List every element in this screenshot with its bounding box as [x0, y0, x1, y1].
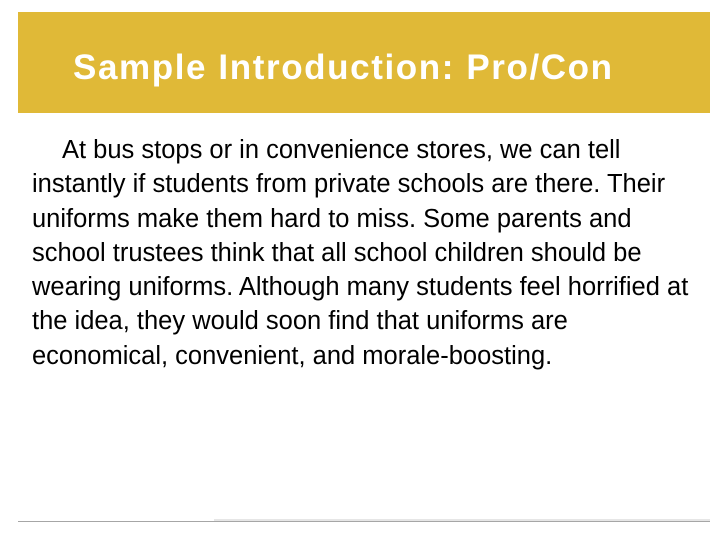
slide-title: Sample Introduction: Pro/Con [73, 48, 614, 87]
slide-body-paragraph: At bus stops or in convenience stores, we can tell instantly if students from private schools are there. Their uniforms make them hard to miss. Some parents and school trustees think that all school children should be wearing uniforms. Although many students feel horrified at the idea, they would soon find that uniforms are economical, convenient, and morale-boosting. [32, 136, 689, 370]
footer-divider [18, 521, 710, 522]
title-banner [18, 12, 710, 113]
